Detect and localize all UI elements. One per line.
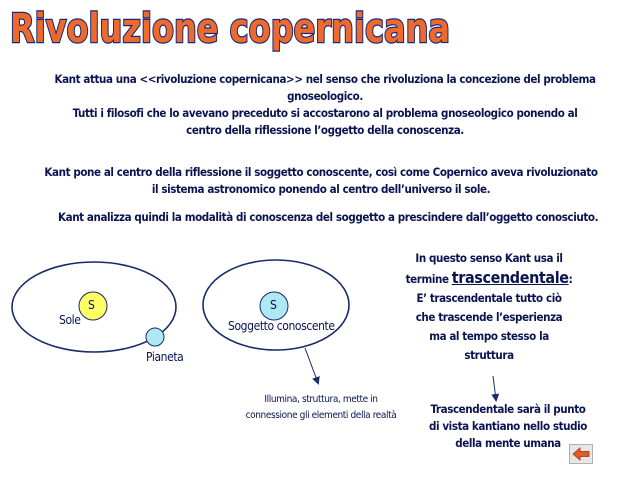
planet-circle — [146, 328, 164, 346]
page-title-text: Rivoluzione copernicana — [10, 6, 450, 52]
subject-letter: S — [270, 298, 277, 312]
intro-line: centro della riflessione l’oggetto della conoscenza. — [186, 123, 464, 137]
planet-label: Pianeta — [146, 350, 184, 364]
page-title — [8, 2, 458, 50]
intro-line: Kant attua una <<rivoluzione copernicana>> nel senso che rivoluziona la concezione del problema — [54, 72, 596, 86]
right-line: ma al tempo stesso la — [429, 329, 549, 343]
conclusion-arrow — [493, 376, 496, 400]
conclusion-line: della mente umana — [455, 436, 561, 450]
note-line: connessione gli elementi della realtà — [245, 410, 397, 421]
right-line: E’ trascendentale tutto ciò — [416, 291, 562, 305]
intro-line: gnoseologico. — [287, 89, 363, 103]
back-button[interactable] — [569, 444, 593, 464]
back-arrow-icon — [570, 445, 592, 463]
right-line: che trascende l’esperienza — [415, 310, 563, 324]
subject-line: Kant pone al centro della riflessione il soggetto conoscente, così come Copernico aveva rivoluzionato — [44, 165, 598, 179]
sun-letter: S — [88, 298, 95, 312]
transcendental-paragraph — [396, 249, 582, 365]
conclusion-line: Trascendentale sarà il punto — [430, 402, 586, 416]
note-text — [236, 392, 406, 424]
intro-line: Tutti i filosofi che lo avevano preceduto si accostarono al problema gnoseologico ponendo al — [72, 106, 578, 120]
right-line: In questo senso Kant usa il — [415, 251, 563, 265]
intro-paragraph — [40, 71, 610, 139]
note-arrow — [305, 348, 318, 383]
sun-label: Sole — [59, 313, 81, 327]
subject-label: Soggetto conoscente — [228, 319, 335, 333]
term-prefix: termine — [405, 272, 452, 286]
term-word: trascendentale — [451, 268, 569, 287]
analysis-paragraph: Kant analizza quindi la modalità di conoscenza del soggetto a prescindere dall’oggetto conosciuto. — [58, 210, 599, 224]
right-line: struttura — [464, 348, 514, 362]
note-line: Illumina, struttura, mette in — [264, 394, 378, 405]
right-line-term — [396, 268, 582, 289]
conclusion-line: di vista kantiano nello studio — [428, 419, 587, 433]
term-suffix: : — [568, 272, 573, 286]
subject-line: il sistema astronomico ponendo al centro dell’universo il sole. — [151, 182, 491, 196]
subject-paragraph — [26, 164, 616, 198]
